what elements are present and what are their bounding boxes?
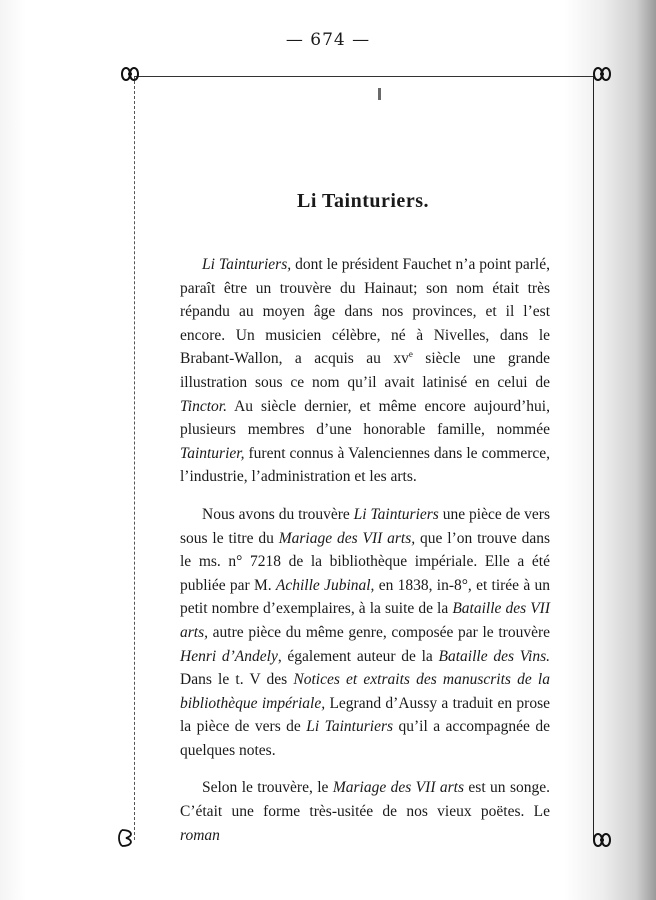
- italic-phrase: Henri d’Andely: [180, 647, 278, 665]
- italic-phrase: Li Tainturiers: [353, 505, 439, 523]
- paragraph: [180, 253, 550, 489]
- italic-phrase: Tainturier,: [180, 444, 245, 462]
- italic-phrase: Li Tainturiers: [306, 718, 394, 736]
- text-run: qu’il a accompagnée de quelques notes.: [180, 718, 550, 759]
- body-text: [180, 253, 550, 847]
- superscript: e: [408, 349, 413, 360]
- italic-phrase: Tinctor.: [180, 397, 227, 415]
- italic-phrase: Notices et extraits des manuscrits de la bibliothèque impériale,: [180, 671, 550, 712]
- italic-phrase: Bataille des Vins.: [438, 647, 550, 665]
- italic-phrase: Mariage des VII arts: [332, 779, 465, 797]
- scroll-ornament-icon: [116, 826, 140, 850]
- text-run: que l’on trouve dans le ms. n° 7218 de la bibliothèque impériale. Elle a été publiée par M.: [180, 529, 551, 594]
- text-run: une pièce de vers sous le titre du: [180, 505, 550, 547]
- paragraph: [180, 503, 550, 763]
- ink-speck: [378, 88, 381, 100]
- page-number: — 674 —: [285, 30, 371, 50]
- text-run: en 1838, in-8°, et tirée à un petit nombre d’exemplaires, à la suite de la: [180, 576, 550, 618]
- paragraph: [180, 776, 550, 847]
- text-run: siècle une grande illustration sous ce nom qu’il avait latinisé en celui de: [180, 350, 550, 391]
- text-run: Legrand d’Aussy a traduit en prose la pièce de vers de: [180, 694, 550, 736]
- scroll-ornament-icon: [590, 62, 614, 86]
- text-run: autre pièce du même genre, composée par le trouvère: [208, 623, 550, 641]
- scroll-ornament-icon: [118, 62, 142, 86]
- text-run: est un songe. C’était une forme très-usitée de nos vieux poëtes. Le: [180, 779, 550, 821]
- text-run: Au siècle dernier, et même encore aujourd’hui, plusieurs membres d’une honorable famille, nommée: [180, 397, 550, 439]
- scroll-ornament-icon: [590, 828, 614, 852]
- italic-phrase: Li Tainturiers,: [202, 256, 292, 273]
- italic-phrase: Achille Jubinal,: [275, 576, 375, 594]
- text-run: dont le président Fauchet n’a point parlé, paraît être un trouvère du Hainaut; son nom était très répandu au moyen âge dans nos provinces, et il l’est encore. Un musicien célèbre, né à Nivelles, dans le Brabant-Wallon, a acquis au xv: [180, 256, 550, 368]
- italic-phrase: roman: [180, 826, 220, 844]
- text-run: furent connus à Valenciennes dans le commerce, l’industrie, l’administration et les arts.: [180, 444, 550, 486]
- text-run: Selon le trouvère, le: [202, 779, 333, 797]
- chapter-title: Li Tainturiers.: [297, 190, 429, 212]
- text-run: Nous avons du trouvère: [202, 505, 354, 523]
- text-run: Dans le t. V des: [180, 671, 294, 689]
- text-run: , également auteur de la: [277, 647, 439, 665]
- italic-phrase: Bataille des VII arts,: [180, 600, 550, 641]
- italic-phrase: Mariage des VII arts,: [278, 529, 416, 547]
